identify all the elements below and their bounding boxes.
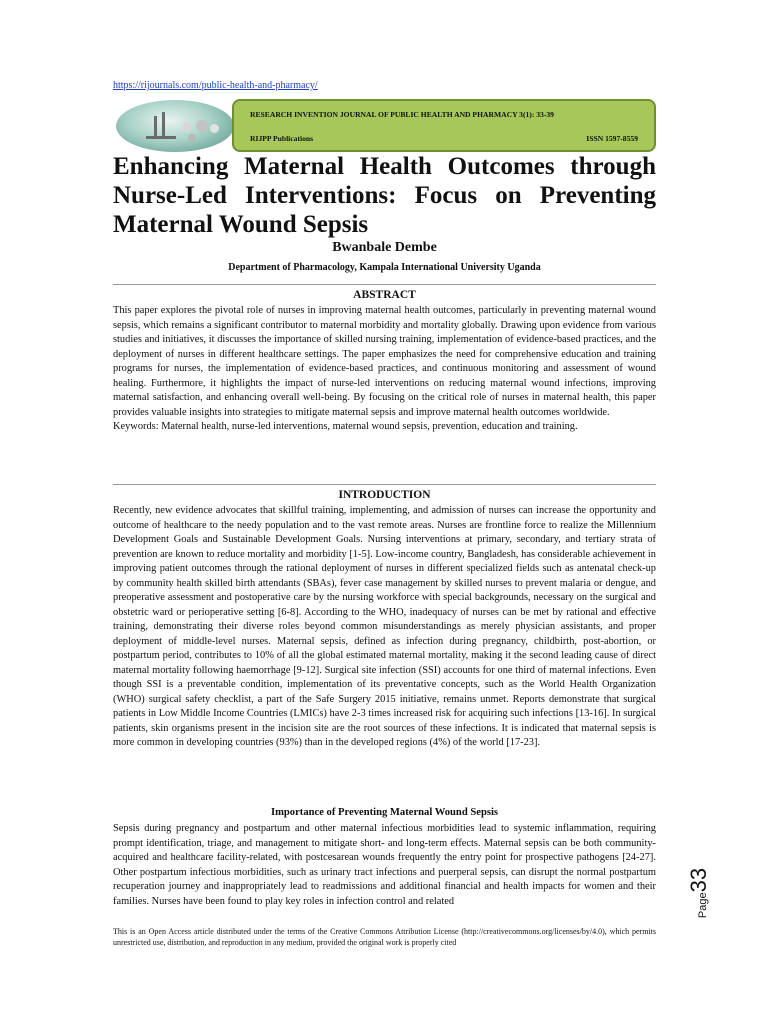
author-name: Bwanbale Dembe [332,240,437,255]
journal-banner [232,99,656,152]
publisher-name: RIJPP Publications [250,134,314,143]
page-number-value: 33 [686,867,712,893]
journal-title: RESEARCH INVENTION JOURNAL OF PUBLIC HEALTH AND PHARMACY 3(1): 33-39 [250,110,554,119]
page-number [688,860,728,926]
issn-number: ISSN 1597-8559 [586,134,638,143]
divider-abstract [113,484,656,485]
abstract-text: This paper explores the pivotal role of nurses in improving maternal health outcomes, particularly in preventing maternal wound sepsis, which remains a significant contributor to maternal morbidity and mortality globally. Drawing upon evidence from various studies and initiatives, it discusses the importance of skilled nursing training, implementation of evidence-based practices, and the deployment of nurses in different healthcare settings. The paper emphasizes the need for comprehensive education and training programs for nurses, the implementation of evidence-based practices, and continuous monitoring and assessment of wound healing. Furthermore, it highlights the impact of nurse-led interventions on reducing maternal wound infections, improving maternal satisfaction, and enhancing overall well-being. By focusing on the critical role of nurses in maternal health, this paper provides valuable insights into strategies to mitigate maternal sepsis and improve maternal health outcomes worldwide. [113,305,656,418]
abstract-body [113,304,656,435]
article-title: Enhancing Maternal Health Outcomes through Nurse-Led Interventions: Focus on Preventing Maternal Wound Sepsis [113,153,656,238]
abstract-heading: ABSTRACT [353,289,416,301]
page-label: Page [697,892,710,919]
license-notice: This is an Open Access article distributed under the terms of the Creative Commons Attribution License (http://creativecommons.org/licenses/by/4.0), which permits unrestricted use, distribution, and reproduction in any medium, provided the original work is properly cited [113,927,656,947]
journal-url-link[interactable]: https://rijournals.com/public-health-and-pharmacy/ [113,80,318,91]
introduction-heading: INTRODUCTION [338,489,431,501]
introduction-text: Recently, new evidence advocates that skillful training, implementing, and admission of nurses can increase the opportunity and outcome of healthcare to the needy population and to the vast remote areas. Nurses are frontline force to realize the Millennium Development Goals and Sustainable Development Goals. Nursing interventions at primary, secondary, and tertiary strata of prevention are known to reduce mortality and morbidity [1-5]. Low-income country, Bangladesh, has considerable achievement in improving patient outcomes through the rational deployment of nurses in different specialized fields such as antenatal check-up by community health skilled birth attendants (SBAs), fever case management by skilled nurses to prevent malaria or dengue, and preoperative assessment and postoperative care by the nursing workforce with special backgrounds, necessary on the surgical and obstetric ward or perioperative setting [6-8]. According to the WHO, inadequacy of nurses can be met by rational and effective training, demonstrating their diverse roles beyond common misunderstandings as merely physician assistants, and proper deployment of middle-level nurses. Maternal sepsis, defined as infection during pregnancy, childbirth, post-abortion, or postpartum period, contributes to 10% of all the global estimated maternal mortality, making it the second leading cause of direct maternal mortality following haemorrhage [9-12]. Surgical site infection (SSI) accounts for one third of maternal infections. Even though SSI is a preventable condition, implementation of its preventative concepts, such as the World Health Organization (WHO) surgical safety checklist, a part of the Safe Surgery 2015 initiative, remains unmet. Reports demonstrate that surgical patients in Low Middle Income Countries (LMICs) have 2-3 times increased risk for acquiring such infections [13-16]. In surgical patients, skin organisms present in the incision site are the root sources of these infections. It is indicated that maternal sepsis is more common in developing countries (93%) than in the developed regions (4%) of the world [17-23]. [113,505,656,748]
abstract-keywords: Keywords: Maternal health, nurse-led interventions, maternal wound sepsis, prevention, education and training. [113,421,578,432]
introduction-body [113,504,656,751]
importance-body [113,822,656,909]
importance-text: Sepsis during pregnancy and postpartum and other maternal infectious morbidities lead to systemic inflammation, requiring prompt identification, triage, and management to mitigate short- and long-term effects. Maternal sepsis can be both community-acquired and healthcare facility-related, with postcesarean wounds frequently the entry point for prospective pathogens [24-27]. Other postpartum infectious morbidities, such as urinary tract infections and puerperal sepsis, can disrupt the normal postpartum recuperation journey and inappropriately lead to readmissions and additional financial and health impacts for women and their families. Nurses have been found to play key roles in infection control and related [113,823,656,907]
importance-heading: Importance of Preventing Maternal Wound Sepsis [270,807,499,818]
journal-logo [116,100,234,152]
divider-top [113,284,656,285]
author-affiliation: Department of Pharmacology, Kampala International University Uganda [228,262,541,273]
